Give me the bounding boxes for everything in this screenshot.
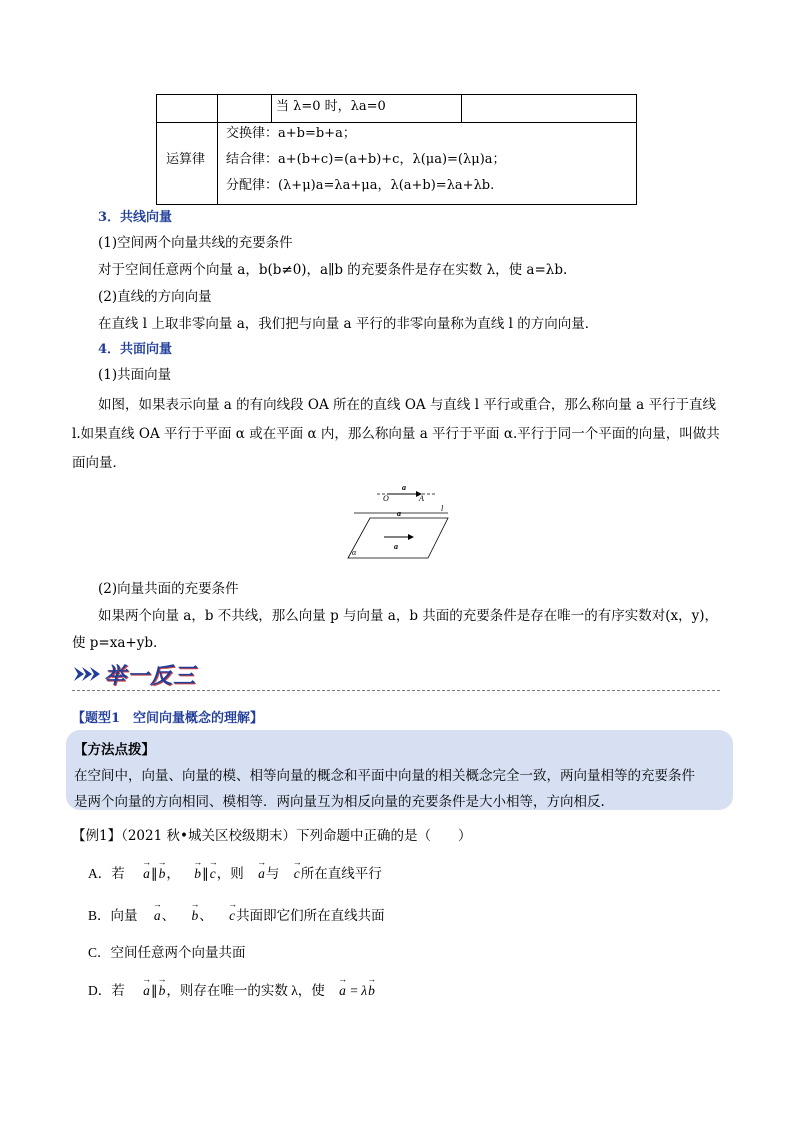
banner-divider — [72, 690, 720, 691]
method-line2: 是两个向量的方向相同、模相等．两向量互为相反向量的充要条件是大小相等，方向相反. — [74, 794, 605, 810]
option-d[interactable]: D．若 → a∥→ b，则存在唯一的实数 λ，使 → a = λ→ b — [88, 979, 376, 999]
vector-properties-table — [156, 94, 637, 205]
method-line1: 在空间中，向量、向量的模、相等向量的概念和平面中向量的相关概念完全一致，两向量相等的充要条件 — [74, 768, 695, 784]
method-tip-box — [66, 730, 733, 810]
table-row-label: 运算律 — [166, 152, 206, 167]
fig-label-o: O — [383, 494, 389, 503]
option-b-prefix: B．向量 — [88, 908, 138, 923]
option-a-prefix: A．若 — [88, 866, 125, 881]
plane-alpha — [348, 518, 448, 558]
table-cell-lambda-zero: 当 λ=0 时，λa=0 — [276, 99, 386, 114]
banner-jyfs — [72, 659, 202, 693]
fig-label-alpha: α — [352, 548, 357, 557]
fig-label-l: l — [441, 504, 444, 513]
coplanar-condition-line2: 使 p=xa+yb. — [72, 635, 158, 651]
type1-heading: 【题型1 空间向量概念的理解】 — [72, 711, 264, 726]
coplanar-figure — [340, 478, 460, 562]
subheading-direction-vector: (2)直线的方向向量 — [98, 289, 212, 305]
associative-law: 结合律：a+(b+c)=(a+b)+c，λ(μa)=(λμ)a； — [226, 152, 506, 167]
option-b-sep2: 、 — [199, 908, 213, 923]
distributive-law: 分配律：(λ+μ)a=λa+μa，λ(a+b)=λa+λb. — [226, 178, 495, 193]
option-b-end: 共面即它们所在直线共面 — [236, 908, 385, 923]
option-a-and: 与 — [265, 866, 280, 881]
option-a-sep: ， — [166, 866, 180, 881]
coplanar-definition-paragraph: 如图，如果表示向量 a 的有向线段 OA 所在的直线 OA 与直线 l 平行或重合，那么称向量 a 平行于直线 l.如果直线 OA 平行于平面 α 或在平面 α 内，那么称向量 a 平行于平面 α.平行于同一个平面的向量，叫做共面向量． — [72, 397, 720, 471]
arrowhead-plane — [408, 534, 414, 540]
collinear-condition-text: 对于空间任意两个向量 a，b(b≠0)，a∥b 的充要条件是存在实数 λ，使 a=λb. — [98, 262, 568, 278]
commutative-law: 交换律：a+b=b+a； — [226, 126, 356, 141]
option-a[interactable]: A．若 → a∥→ b， → b∥→ c，则 → a与 → c所在直线平行 — [88, 862, 382, 882]
option-d-mid: ，则存在唯一的实数 λ，使 — [166, 983, 325, 998]
option-b[interactable]: B．向量 → a、 → b、 → c共面即它们所在直线共面 — [88, 904, 385, 924]
section-heading-coplanar: 4．共面向量 — [98, 342, 173, 357]
option-b-sep1: 、 — [161, 908, 176, 923]
subheading-collinear-condition: (1)空间两个向量共线的充要条件 — [98, 235, 293, 251]
fig-label-A: A — [419, 494, 424, 503]
section-heading-collinear: 3．共线向量 — [98, 210, 173, 225]
subheading-coplanar-condition: (2)向量共面的充要条件 — [98, 581, 239, 597]
coplanar-condition-line1: 如果两个向量 a，b 不共线，那么向量 p 与向量 a，b 共面的充要条件是存在唯一的有序实数对(x，y)， — [98, 608, 719, 624]
option-d-prefix: D．若 — [88, 983, 125, 998]
fig-label-a-mid: a — [397, 509, 401, 518]
direction-vector-text: 在直线 l 上取非零向量 a，我们把与向量 a 平行的非零向量称为直线 l 的方向向量． — [98, 316, 599, 332]
subheading-coplanar-vectors: (1)共面向量 — [98, 367, 172, 383]
fig-label-a-plane: a — [394, 542, 398, 551]
option-c[interactable]: C．空间任意两个向量共面 — [88, 945, 246, 960]
option-a-then: ，则 — [216, 866, 244, 881]
example1-stem: 【例1】（2021 秋•城关区校级期末）下列命题中正确的是（ ） — [72, 828, 472, 844]
method-title: 【方法点拨】 — [74, 742, 155, 758]
banner-title: 举一反三 — [104, 664, 197, 689]
option-a-end: 所在直线平行 — [300, 866, 382, 881]
fig-label-a-top: a — [402, 483, 406, 492]
